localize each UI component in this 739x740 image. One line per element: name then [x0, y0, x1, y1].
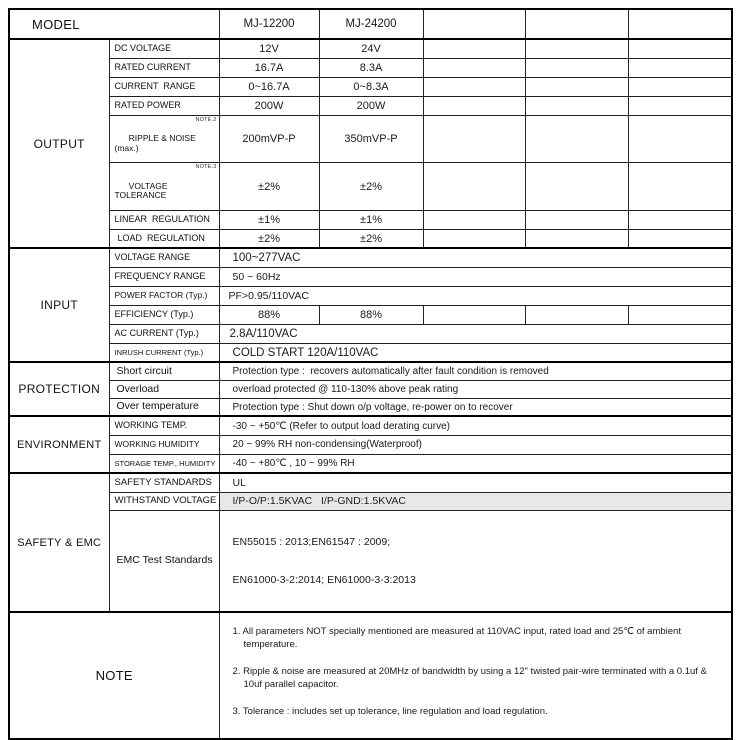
notes-cell [219, 612, 732, 739]
param-label: POWER FACTOR (Typ.) [109, 286, 219, 305]
note-row [9, 612, 732, 739]
empty-cell [525, 77, 628, 96]
safety-row [9, 492, 732, 510]
protection-row [9, 398, 732, 416]
empty-cell [525, 96, 628, 115]
empty-cell [423, 163, 525, 211]
param-label: LOAD REGULATION [109, 229, 219, 248]
safety-row [9, 473, 732, 492]
param-label: SAFETY STANDARDS [109, 473, 219, 492]
model-label: MODEL [9, 9, 219, 39]
param-label: Overload [109, 380, 219, 398]
value-cell: ±2% [319, 163, 423, 211]
note-item-2: 2. Ripple & noise are measured at 20MHz of bandwidth by using a 12" twisted pair-wire terminated with a 0.1uf & 10uf parallel capacitor. [232, 665, 710, 690]
empty-cell [423, 77, 525, 96]
span-value-cell: I/P-O/P:1.5KVAC I/P-GND:1.5KVAC [219, 492, 732, 510]
param-label-text: VOLTAGE TOLERANCE [114, 180, 173, 201]
empty-cell [525, 210, 628, 229]
param-label: VOLTAGE RANGE [109, 248, 219, 267]
empty-cell [628, 163, 732, 211]
output-row [9, 77, 732, 96]
empty-cell [525, 58, 628, 77]
emc-standards-line-2: EN61000-3-2:2014; EN61000-3-3:2013 [232, 574, 416, 587]
empty-cell [628, 210, 732, 229]
param-label: RATED POWER [109, 96, 219, 115]
span-value-cell: -40 ~ +80℃ , 10 ~ 99% RH [219, 454, 732, 473]
param-label: WITHSTAND VOLTAGE [109, 492, 219, 510]
empty-cell [525, 115, 628, 163]
section-environment-label: ENVIRONMENT [9, 416, 109, 473]
value-cell: ±1% [219, 210, 319, 229]
environment-row [9, 454, 732, 473]
param-label: AC CURRENT (Typ.) [109, 324, 219, 343]
empty-cell [423, 115, 525, 163]
span-value-cell: UL [219, 473, 732, 492]
value-cell: 0~16.7A [219, 77, 319, 96]
model-value-1: MJ-12200 [219, 9, 319, 39]
input-row [9, 305, 732, 324]
output-row [9, 229, 732, 248]
param-label: LINEAR REGULATION [109, 210, 219, 229]
param-label [109, 115, 219, 163]
empty-cell [423, 210, 525, 229]
empty-cell [525, 229, 628, 248]
span-value-cell [219, 510, 732, 612]
param-label: FREQUENCY RANGE [109, 267, 219, 286]
value-cell: ±1% [319, 210, 423, 229]
value-cell: 200W [319, 96, 423, 115]
value-cell: ±2% [219, 229, 319, 248]
empty-cell [423, 96, 525, 115]
empty-cell [628, 96, 732, 115]
value-cell: 12V [219, 39, 319, 58]
value-cell: 350mVP-P [319, 115, 423, 163]
value-cell: 200mVP-P [219, 115, 319, 163]
model-value-2: MJ-24200 [319, 9, 423, 39]
span-value-cell: COLD START 120A/110VAC [219, 343, 732, 362]
empty-cell [423, 58, 525, 77]
output-row [9, 96, 732, 115]
empty-cell [525, 9, 628, 39]
spec-table [8, 8, 733, 740]
empty-cell [423, 39, 525, 58]
span-value-cell: 20 ~ 99% RH non-condensing(Waterproof) [219, 435, 732, 454]
value-cell: 24V [319, 39, 423, 58]
span-value-cell: 2.8A/110VAC [219, 324, 732, 343]
note-superscript: NOTE.2 [195, 116, 217, 123]
empty-cell [423, 305, 525, 324]
empty-cell [628, 229, 732, 248]
input-row [9, 267, 732, 286]
model-row [9, 9, 732, 39]
value-cell: 200W [219, 96, 319, 115]
span-value-cell: PF>0.95/110VAC [219, 286, 732, 305]
input-row [9, 343, 732, 362]
output-row [9, 58, 732, 77]
span-value-cell: -30 ~ +50℃ (Refer to output load derating curve) [219, 416, 732, 435]
output-row [9, 115, 732, 163]
emc-standards-line-1: EN55015 : 2013;EN61547 : 2009; [232, 535, 391, 548]
empty-cell [628, 115, 732, 163]
value-cell: 88% [319, 305, 423, 324]
value-cell: ±2% [319, 229, 423, 248]
param-label: EFFICIENCY (Typ.) [109, 305, 219, 324]
span-value-cell: overload protected @ 110-130% above peak rating [219, 380, 732, 398]
param-label: WORKING HUMIDITY [109, 435, 219, 454]
empty-cell [525, 39, 628, 58]
span-value-cell: 100~277VAC [219, 248, 732, 267]
section-note-label: NOTE [9, 612, 219, 739]
environment-row [9, 416, 732, 435]
param-label: Over temperature [109, 398, 219, 416]
span-value-cell: Protection type : Shut down o/p voltage, re-power on to recover [219, 398, 732, 416]
value-cell: 0~8.3A [319, 77, 423, 96]
section-input-label: INPUT [9, 248, 109, 362]
protection-row [9, 380, 732, 398]
protection-row [9, 362, 732, 380]
output-row [9, 39, 732, 58]
param-label: STORAGE TEMP., HUMIDITY [109, 454, 219, 473]
section-output-label: OUTPUT [9, 39, 109, 248]
empty-cell [423, 229, 525, 248]
span-value-cell: Protection type : recovers automatically after fault condition is removed [219, 362, 732, 380]
value-cell: ±2% [219, 163, 319, 211]
value-cell: 16.7A [219, 58, 319, 77]
section-protection-label: PROTECTION [9, 362, 109, 416]
param-label: DC VOLTAGE [109, 39, 219, 58]
output-row [9, 210, 732, 229]
param-label: WORKING TEMP. [109, 416, 219, 435]
note-item-1: 1. All parameters NOT specially mentioned are measured at 110VAC input, rated load and 25℃ of ambient temperature. [232, 626, 684, 651]
empty-cell [423, 9, 525, 39]
environment-row [9, 435, 732, 454]
value-cell: 8.3A [319, 58, 423, 77]
empty-cell [525, 305, 628, 324]
note-item-3: 3. Tolerance : includes set up tolerance, line regulation and load regulation. [232, 705, 548, 717]
note-superscript: NOTE.3 [195, 164, 217, 171]
empty-cell [525, 163, 628, 211]
span-value-cell: 50 ~ 60Hz [219, 267, 732, 286]
param-label: Short circuit [109, 362, 219, 380]
empty-cell [628, 58, 732, 77]
empty-cell [628, 305, 732, 324]
param-label [109, 163, 219, 211]
input-row [9, 286, 732, 305]
empty-cell [628, 9, 732, 39]
output-row [9, 163, 732, 211]
param-label: INRUSH CURRENT (Typ.) [109, 343, 219, 362]
input-row [9, 324, 732, 343]
param-label-text: RIPPLE & NOISE (max.) [114, 133, 199, 153]
input-row [9, 248, 732, 267]
empty-cell [628, 77, 732, 96]
param-label: RATED CURRENT [109, 58, 219, 77]
value-cell: 88% [219, 305, 319, 324]
param-label: CURRENT RANGE [109, 77, 219, 96]
safety-row [9, 510, 732, 612]
param-label: EMC Test Standards [109, 510, 219, 612]
section-safety-label: SAFETY & EMC [9, 473, 109, 612]
empty-cell [628, 39, 732, 58]
